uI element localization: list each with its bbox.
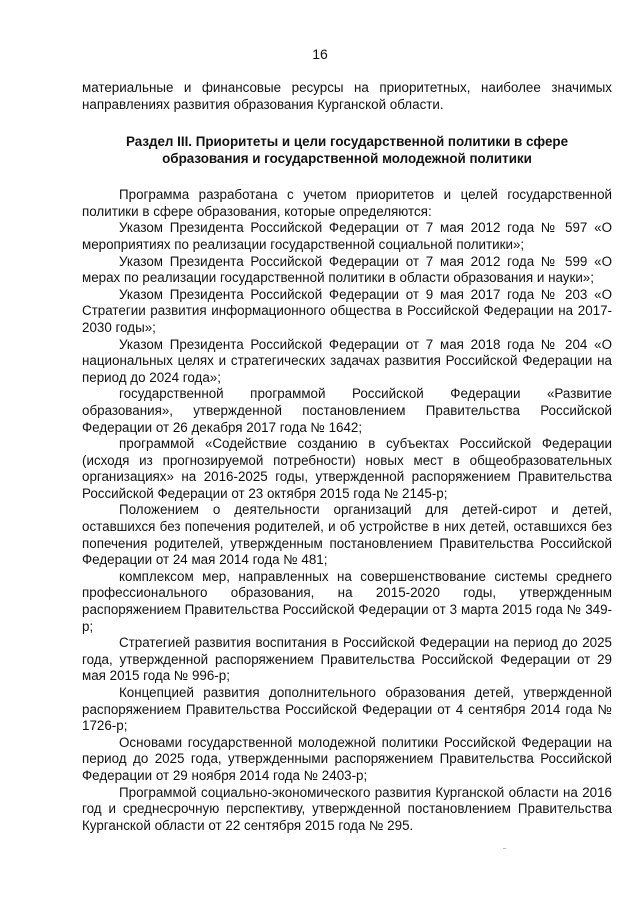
list-item: Указом Президента Российской Федерации от 9 мая 2017 года № 203 «О Стратегии развития информационного общества в Российской Федерации на 2017-2030 годы»;: [82, 286, 612, 335]
list-item: Концепцией развития дополнительного образования детей, утвержденной распоряжением Правительства Российской Федерации от 4 сентября 2014 года № 1726-р;: [82, 685, 612, 734]
list-item: Указом Президента Российской Федерации от 7 мая 2012 года № 597 «О мероприятиях по реализации государственной социальной политики»;: [82, 220, 612, 252]
page-number: 16: [312, 46, 328, 62]
lead-paragraph: Программа разработана с учетом приоритетов и целей государственной политики в сфере образования, которые определяются:: [82, 187, 612, 219]
list-item: государственной программой Российской Федерации «Развитие образования», утвержденной постановлением Правительства Российской Федерации от 26 декабря 2017 года № 1642;: [82, 386, 612, 435]
list-item: Указом Президента Российской Федерации от 7 мая 2018 года № 204 «О национальных целях и стратегических задачах развития Российской Федерации на период до 2024 года»;: [82, 336, 612, 385]
list-item: Стратегией развития воспитания в Российской Федерации на период до 2025 года, утвержденной распоряжением Правительства Российской Федерации от 29 мая 2015 года № 996-р;: [82, 635, 612, 684]
list-item: Основами государственной молодежной политики Российской Федерации на период до 2025 года, утвержденными распоряжением Правительства Российской Федерации от 29 ноября 2014 года № 2403-р;: [82, 734, 612, 783]
list-item: Положением о деятельности организаций для детей-сирот и детей, оставшихся без попечения родителей, и об устройстве в них детей, оставшихся без попечения родителей, утвержденным постановлением Правительства Российской Федерации от 24 мая 2014 года № 481;: [82, 502, 612, 568]
list-item: Указом Президента Российской Федерации от 7 мая 2012 года № 599 «О мерах по реализации государственной политики в области образования и науки»;: [82, 253, 612, 286]
scan-speck: [503, 848, 506, 849]
section-title-line-1: Раздел III. Приоритеты и цели государственной политики в сфере: [125, 134, 569, 150]
list-item: комплексом мер, направленных на совершенствование системы среднего профессионального образования, на 2015-2020 годы, утвержденным распоряжением Правительства Российской Федерации от 3 марта 2015 года № 349-р;: [82, 568, 612, 634]
list-item: Программой социально-экономического развития Курганской области на 2016 год и среднесрочную перспективу, утвержденной постановлением Правительства Курганской области от 22 сентября 2015 года № 295.: [82, 784, 612, 833]
intro-paragraph: материальные и финансовые ресурсы на приоритетных, наиболее значимых направлениях развития образования Курганской области.: [82, 80, 612, 112]
list-item: программой «Содействие созданию в субъектах Российской Федерации (исходя из прогнозируемой потребности) новых мест в общеобразовательных организациях» на 2016-2025 годы, утвержденной распоряжением Правительства Российской Федерации от 23 октября 2015 года № 2145-р;: [82, 436, 612, 501]
page-content: [82, 80, 612, 834]
section-title-line-2: образования и государственной молодежной политики: [162, 151, 532, 167]
section-heading: [82, 133, 612, 167]
